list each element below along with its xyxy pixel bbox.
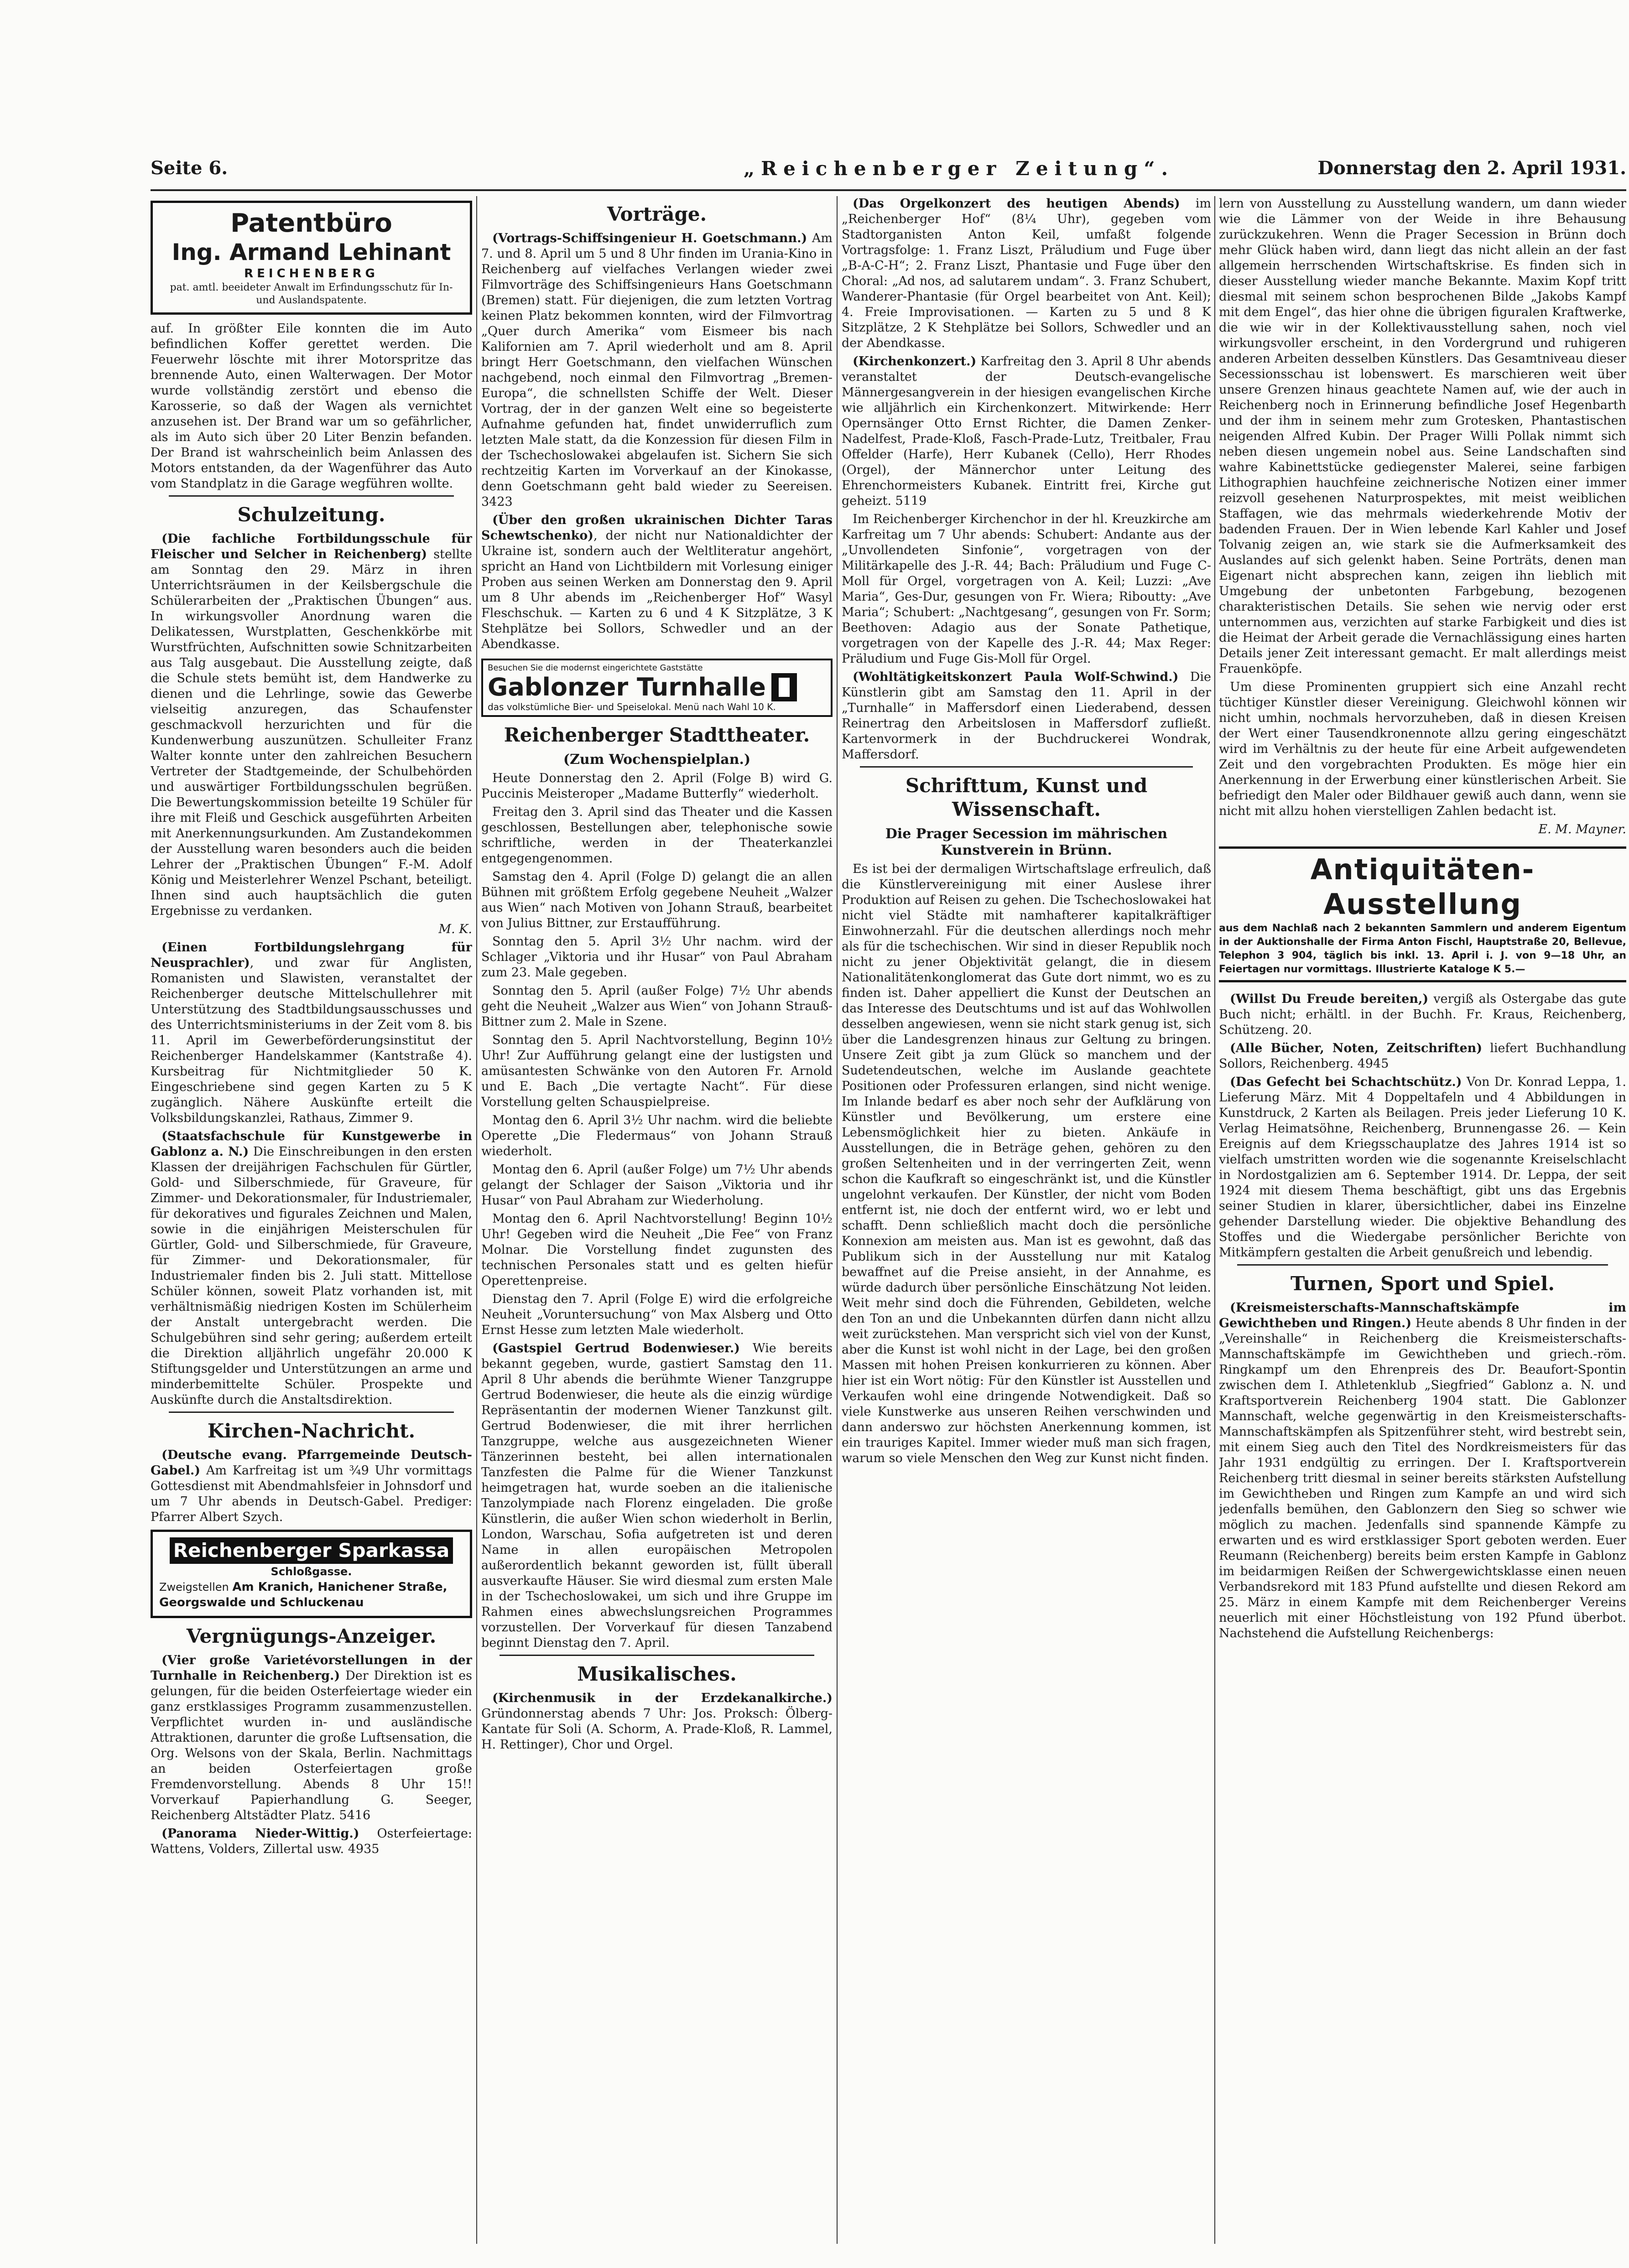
patent-office-ad xyxy=(151,201,472,315)
article-paragraph: lern von Ausstellung zu Ausstellung wandern, um dann wieder wie die Lämmer von der Weide in ihre Behausung zurückzukehren. Wenn die Prager Secession in Brünn doch mehr Glück haben wird, dann liegt das nicht allein an der fast allgemein herrschenden Wirtschaftskrise. Es finden sich in dieser Ausstellung wieder manche Bekannte. Maxim Kopf tritt diesmal mit seinem schon besprochenen Bilde „Jakobs Kampf mit dem Engel“, das hier ohne die übrigen figuralen Kraftwerke, die wie wir in der Kollektivausstellung sahen, noch viel wirkungsvoller erscheint, in den Vordergrund und ruhigeren anderen Arbeiten desselben Künstlers. Das Gesamtniveau dieser Secessionsschau ist lobenswert. Es marschieren weit über unsere Grenzen hinaus geachtete Namen auf, wie der auch in Reichenberg noch in Erinnerung befindliche Josef Hegenbarth und der ihm in seinem mehr zum Grotesken, Phantastischen neigenden Alfred Kubin. Der Prager Willi Pollak nimmt sich neben diesen ungemein nobel aus. Seine Landschaften sind wahre Kabinettstücke gediegenster Malerei, seine farbigen Lithographien hauchfeine zeichnerische Notizen einer immer reizvoll gesehenen Naturprospektes, mit meist weiblichen Staffagen, wie das mehrmals wiederkehrende Motiv der badenden Frauen. Der in Wien lebende Karl Kahler und Josef Tolvanig zeigen an, wie stark sie die Aufmerksamkeit des Auslandes auf sich gelenkt haben. Seine Porträts, denen man Eigenart nicht absprechen kann, zeigen ihn lieblich mit Umgebung der unbetonten Farbgebung, bezogenen charakteristischen Details. Sie sehen wie nervig oder erst unternommen aus, verzichten auf starke Farbigkeit und dies ist die Heimat der Arbeit gerade die Vernachlässigung eines harten Details jener Zeit interessant gemacht. Er malt allerdings meist Frauenköpfe. xyxy=(1219,197,1626,676)
article-paragraph xyxy=(1219,1041,1626,1072)
article-text: Von Dr. Konrad Leppa, 1. Lieferung März. Mit 4 Doppeltafeln und 4 Abbildungen in Kunstdruck, 2 Karten als Beilagen. Preis jeder Lieferung 10 K. Verlag Heimatsöhne, Reichenberg, Brunnengasse 26. — Kein Ereignis auf dem Kriegsschauplatze des Jahres 1914 ist so vielfach umstritten worden wie die sogenannte Kreiselschlacht in Nordostgalizien am 6. September 1914. Dr. Leppa, der seit 1924 mit diesem Thema beschäftigt, gibt uns das Ergebnis seiner Studien in klarer, übersichtlicher, dabei ins Einzelne gehender Darstellung wieder. Die objektive Behandlung des Stoffes und die Wiedergabe persönlicher Berichte von Mitkämpfern gestalten die Arbeit genußreich und lebendig. xyxy=(1219,1075,1626,1260)
article-text: liefert Buchhandlung Sollors, Reichenberg. xyxy=(1219,1041,1626,1071)
ad-text: aus dem Nachlaß nach 2 bekannten Sammlern und anderem Eigentum in der Auktionshalle der Firma Anton Fischl, Hauptstraße 20, Bellevue, Telephon 3 904, täglich bis inkl. 13. April i. J. von 9—18 Uhr, an Feiertagen nur vormittags. Illustrierte Kataloge K 5.— xyxy=(1219,923,1626,975)
article-lead: (Kirchenkonzert.) xyxy=(853,354,977,368)
article-paragraph xyxy=(1219,991,1626,1038)
article-paragraph xyxy=(151,1653,472,1823)
article-text: stellte am Sonntag den 29. März in ihren Unterrichtsräumen in der Keilsbergschule die Schülerarbeiten der „Praktischen Übungen“ aus. In wirkungsvoller Anordnung waren die Delikatessen, Wurstplatten, Geschenkkörbe mit Wurstfrüchten, Aufschnitten sowie Schnitzarbeiten aus Talg ausgebaut. Die Ausstellung zeigte, daß die Schule stets bemüht ist, dem Handwerke zu dienen und die Lehrlinge, sowie das Gewerbe vielseitig anzuregen, das Schaufenster geschmackvoll herzurichten und für die Kundenwerbung auszunützen. Schulleiter Franz Walter konnte unter den zahlreichen Besuchern Vertreter der Stadtgemeinde, der Schulbehörden und auswärtiger Fortbildungsschulen begrüßen. Die Bewertungskommission beteilte 19 Schüler für ihre mit Fleiß und Geschick ausgeführten Arbeiten mit Anerkennungsurkunden. Am Zustandekommen der Ausstellung waren besonders auch die beiden Lehrer der „Praktischen Übungen“ F.-M. Adolf König und Meisterlehrer Wenzel Pschant, beteiligt. Ihnen sind auch hauptsächlich die guten Ergebnisse zu verdanken. xyxy=(151,547,472,918)
ad-branch: Georgswalde und Schluckenau xyxy=(159,1596,364,1609)
article-lead: (Kreismeisterschafts-Mannschaftskämpfe im Gewichtheben und Ringen.) xyxy=(1219,1301,1626,1330)
page-header xyxy=(151,157,1626,191)
column-4 xyxy=(1219,196,1626,2258)
ad-city: REICHENBERG xyxy=(244,267,379,280)
article-text: im „Reichenberger Hof“ (8¼ Uhr), gegeben vom Stadtorganisten Anton Keil, umfaßt folgende Vortragsfolge: 1. Franz Liszt, Präludium und Fuge über „B-A-C-H“; 2. Franz Liszt, Phantasie und Fuge über den Choral: „Ad nos, ad salutarem undam“. 3. Franz Schubert, Wanderer-Phantasie (für Orgel bearbeitet von Ant. Keil); 4. Freie Improvisationen. — Karten zu 5 und 8 K Sitzplätze, 2 K Stehplätze bei Sollors, Schwedler und an der Abendkasse. xyxy=(842,197,1211,350)
page-number: Seite 6. xyxy=(151,157,228,179)
ad-title-row xyxy=(488,673,826,701)
turnhalle-ad xyxy=(481,659,833,717)
article-paragraph: Dienstag den 7. April (Folge E) wird die erfolgreiche Neuheit „Voruntersuchung“ von Max Alsberg und Otto Ernst Hesse zum letzten Male wiederholt. xyxy=(481,1292,833,1337)
article-paragraph xyxy=(151,531,472,919)
issue-date: Donnerstag den 2. April 1931. xyxy=(1317,157,1626,179)
divider xyxy=(1237,1264,1608,1266)
article-text: Gründonnerstag abends 7 Uhr: Jos. Proksch: Ölberg-Kantate für Soli (A. Schorm, A. Prade-Kloß, R. Lammel, H. Rettinger), Chor und Orgel. xyxy=(481,1707,833,1752)
article-text: , der nicht nur Nationaldichter der Ukraine ist, sondern auch der Weltliteratur angehört, spricht an Hand von Lichtbildern mit Vorlesung einiger Proben aus seinen Werken am Donnerstag den 9. April um 8 Uhr abends im „Reichenberger Hof“ Wasyl Fleschschuk. — Karten zu 6 und 4 K Sitzplätze, 3 K Stehplätze bei Sollors, Schwedler und an der Abendkasse. xyxy=(481,529,833,651)
ad-branches xyxy=(159,1579,463,1610)
article-text: Am 7. und 8. April um 5 und 8 Uhr finden im Urania-Kino in Reichenberg auf vielfaches Verlangen wieder zwei Filmvorträge des Schiffsingenieurs Hans Goetschmann (Bremen) statt. Für diejenigen, die zum letzten Vortrag keinen Platz bekommen konnten, wird der Filmvortrag „Quer durch Amerika“ vom Eismeer bis nach Kalifornien am 7. April wiederholt und am 8. April bringt Herr Goetschmann, den vielfachen Wünschen nachgebend, noch einmal den Filmvortrag „Bremen-Europa“, die schnellsten Schiffe der Welt. Dieser Vortrag, der in der ganzen Welt eine so begeisterte Aufnahme gefunden hat, findet unwiderruflich zum letzten Male statt, da die Konzession für diesen Film in der Tschechoslowakei abgelaufen ist. Sichern Sie sich rechtzeitig Karten im Vorverkauf an der Kinokasse, denn Goetschmann geht bald wieder zu Seereisen. xyxy=(481,231,833,493)
article-paragraph: Sonntag den 5. April Nachtvorstellung, Beginn 10½ Uhr! Zur Aufführung gelangt eine der lustigsten und amüsantesten Schwänke von den Autoren Fr. Arnold und E. Bach „Die vertagte Nacht“. Für diese Vorstellung gelten Schauspielpreise. xyxy=(481,1033,833,1109)
column-1 xyxy=(151,196,472,2258)
ad-number: 3423 xyxy=(481,495,513,509)
column-rule xyxy=(476,196,477,2244)
article-paragraph xyxy=(1219,1300,1626,1641)
section-subheading: Die Prager Secession im mährischen Kunstverein in Brünn. xyxy=(885,826,1168,858)
article-text: vergiß als Ostergabe das gute Buch nicht; erhältl. in der Buchh. Fr. Kraus, Reichenberg, Schützeng. 20. xyxy=(1219,992,1626,1037)
article-lead: (Staatsfachschule für Kunstgewerbe in Gablonz a. N.) xyxy=(151,1129,472,1159)
article-text: Heute abends 8 Uhr finden in der „Vereinshalle“ in Reichenberg die Kreismeisterschafts-Mannschaftskämpfe im Gewichtheben und griech.-röm. Ringkampf um den Ehrenpreis des Dr. Beaufort-Spontin zwischen dem I. Athletenklub „Siegfried“ Gablonz a. N. und Kraftsportverein Reichenberg 1904 statt. Die Gablonzer Mannschaft, welche gegenwärtig in den Kreismeisterschafts-Mannschaftskämpfen als Spitzenführer steht, wird bestrebt sein, mit einem Sieg auch den Titel des Nordkreismeisters für das Jahr 1931 endgültig zu erringen. Der I. Kraftsportverein Reichenberg tritt diesmal in seiner bereits stärksten Aufstellung im Gewichtheben und Ringen zum Kampfe an und wird sich jedenfalls bemühen, den Gablonzern den Sieg so schwer wie möglich zu machen. Jedenfalls sind spannende Kämpfe zu erwarten und es wird erstklassiger Sport geboten werden. Euer Reumann (Reichenberg) bereits beim ersten Kampfe in Gablonz im beidarmigen Reißen der Schwergewichtsklasse einen neuen Verbandsrekord mit 183 Pfund aufstellte und diesen Rekord am 25. März in einem Kampfe mit dem Reichenberger Vereins neuerlich mit einer Höchstleistung von 192 Pfund überbot. Nachstehend die Aufstellung Reichenbergs: xyxy=(1219,1316,1626,1640)
article-paragraph xyxy=(842,354,1211,509)
sparkassa-ad xyxy=(151,1530,472,1618)
article-paragraph xyxy=(151,1129,472,1408)
column-3 xyxy=(842,196,1211,2258)
article-paragraph: Montag den 6. April Nachtvorstellung! Beginn 10½ Uhr! Gegeben wird die Neuheit „Die Fee“ von Franz Molnar. Die Vorstellung findet zugunsten des technischen Personales statt und es gelten hiefür Operettenpreise. xyxy=(481,1212,833,1288)
article-paragraph xyxy=(151,1826,472,1857)
ad-number: 5416 xyxy=(339,1808,371,1822)
ad-number: 4945 xyxy=(1357,1057,1389,1071)
ad-headline: Gablonzer Turnhalle xyxy=(488,673,766,701)
article-paragraph xyxy=(842,196,1211,351)
section-heading-schulzeitung: Schulzeitung. xyxy=(237,503,385,526)
article-text: Wie bereits bekannt gegeben, wurde, gastiert Samstag den 11. April 8 Uhr abends die berühmte Wiener Tanzgruppe Gertrud Bodenwieser, die heute als die einzig würdige Repräsentantin der modernen Wiener Tanzkunst gilt. Gertrud Bodenwieser, die mit ihrer herrlichen Tanzgruppe, welche aus ausgezeichneten Wiener Tänzerinnen besteht, bei allen internationalen Tanzfesten die Palme für die Wiener Tanzkunst heimgetragen hat, wurde soeben an die italienische Tanzolympiade nach Florenz eingeladen. Die große Künstlerin, die außer Wien schon wiederholt in Berlin, London, Warschau, Sofia aufgetreten ist und deren Name in allen europäischen Metropolen außerordentlich bekannt geworden ist, füllt überall ausverkaufte Häuser. Sie wird diesmal zum ersten Male in der Tschechoslowakei, um sich und ihre Gruppe im Rahmen eines abwechslungsreichen Programmes vorzustellen. Der Vorverkauf für diesen Tanzabend beginnt Dienstag den 7. April. xyxy=(481,1341,833,1650)
ad-headline: Antiquitäten-Ausstellung xyxy=(1310,853,1535,921)
article-paragraph: Im Reichenberger Kirchenchor in der hl. Kreuzkirche am Karfreitag um 7 Uhr abends: Schubert: Andante aus der „Unvollendeten Sinfonie“, vorgetragen von der Militärkapelle des J.-R. 44; Bach: Präludium und Fuge C-Moll für Orgel, vorgetragen von A. Keil; Luzzi: „Ave Maria“, Ges-Dur, gesungen von Fr. Wiera; Riboutty: „Ave Maria“; Schubert: „Nachtgesang“, gesungen von Fr. Sorm; Beethoven: Adagio aus der Sonate Pathetique, vorgetragen von der Kapelle des J.-R. 44; Max Reger: Präludium und Fuge Gis-Moll für Orgel. xyxy=(842,512,1211,666)
section-heading-kunst: Schrifttum, Kunst und Wissenschaft. xyxy=(905,774,1148,820)
article-paragraph: Um diese Prominenten gruppiert sich eine Anzahl recht tüchtiger Künstler dieser Vereinigung. Gleichwohl können wir nicht umhin, nochmals hervorzuheben, daß in diesen Kreisen der Wert einer Tausendkronennote allzu gering eingeschätzt wird im Verhältnis zu der heute für eine Arbeit aufgewendeten Zeit und den vorgebrachten Produkten. Es möge hier ein Anerkennung in der Erwerbung einer künstlerischen Arbeit. Sie befriedigt den Maler oder Bildhauer gewiß auch dann, wenn sie nicht mit allzu hohen vierstelligen Zahlen bedacht ist. xyxy=(1219,680,1626,818)
divider xyxy=(860,766,1193,768)
column-2 xyxy=(481,196,833,2258)
article-text: auf. In größter Eile konnten die im Auto befindlichen Koffer gerettet werden. Die Feuerwehr löschte mit ihrer Motorspritze das brennende Auto, einen Walterwagen. Der Motor wurde vollständig zerstört und ebenso die Karosserie, so daß der Wagen als vernichtet anzusehen ist. Der Brand war um so gefährlicher, als im Auto sich über 20 Liter Benzin befanden. Der Brand ist wahrscheinlich beim Anlassen des Motors entstanden, da der Wagenführer das Auto vom Standplatz in die Garage wegführen wollte. xyxy=(151,322,472,491)
article-signature: M. K. xyxy=(438,922,472,936)
article-lead: (Einen Fortbildungslehrgang für Neusprachler) xyxy=(151,940,472,970)
article-lead: (Die fachliche Fortbildungsschule für Fleischer und Selcher in Reichenberg) xyxy=(151,532,472,561)
article-paragraph: Sonntag den 5. April 3½ Uhr nachm. wird der Schlager „Viktoria und ihr Husar“ von Paul Abraham zum 23. Male gegeben. xyxy=(481,934,833,980)
article-paragraph xyxy=(151,940,472,1126)
section-heading-musik: Musikalisches. xyxy=(577,1663,737,1685)
article-paragraph: Montag den 6. April 3½ Uhr nachm. wird die beliebte Operette „Die Fledermaus“ von Johann Strauß wiederholt. xyxy=(481,1113,833,1158)
article-lead: (Panorama Nieder-Wittig.) xyxy=(161,1827,359,1841)
ad-number: 4935 xyxy=(348,1842,380,1856)
ad-headline: Patentbüro xyxy=(230,208,392,238)
article-signature: E. M. Mayner. xyxy=(1538,822,1626,836)
article-paragraph xyxy=(481,1691,833,1753)
ad-subline: das volkstümliche Bier- und Speiselokal. Menü nach Wahl 10 K. xyxy=(488,701,776,712)
article-paragraph xyxy=(1219,1074,1626,1261)
divider xyxy=(500,1655,814,1656)
article-paragraph: Freitag den 3. April sind das Theater und die Kassen geschlossen, Bestellungen aber, telephonische sowie schriftliche, werden in der Theaterkanzlei entgegengenommen. xyxy=(481,805,833,866)
ad-name: Ing. Armand Lehinant xyxy=(172,239,451,265)
article-text: Der Direktion ist es gelungen, für die beiden Osterfeiertage wieder ein ganz erstklassiges Programm zusammenzustellen. Verpflichtet wurden in- und ausländische Attraktionen, darunter die große Luftsensation, die Org. Welsons von der Skala, Berlin. Nachmittags an beiden Osterfeiertagen große Fremdenvorstellung. Abends 8 Uhr 15!! Vorverkauf Papierhandlung G. Seeger, Reichenberg Altstädter Platz. xyxy=(151,1669,472,1822)
ad-number: 5119 xyxy=(895,494,927,508)
section-heading-vortraege: Vorträge. xyxy=(607,203,707,225)
article-lead: (Gastspiel Gertrud Bodenwieser.) xyxy=(492,1341,740,1355)
article-lead: (Deutsche evang. Pfarrgemeinde Deutsch-Gabel.) xyxy=(151,1448,472,1478)
article-paragraph: Es ist bei der dermaligen Wirtschaftslage erfreulich, daß die Künstlervereinigung mit einer Auslese ihrer Produktion auf Reisen zu gehen. Die Tschechoslowakei hat nicht viel Städte mit namhafterer kapitalkräftiger Einwohnerzahl. Für die deutschen allerdings noch mehr als für die tschechischen. Wir sind in dieser Republik noch nicht zu jener Objektivität gelangt, die in diesem Nationalitätenkonglomerat das Gute dort nimmt, wo es zu finden ist. Daher appelliert die Kunst der Deutschen an das Interesse des Deutschtums und ist auf das Wohlwollen desselben angewiesen, wenn sie nicht stark genug ist, sich über die Landesgrenzen hinaus zur Geltung zu bringen. Unsere Zeit gibt ja zum Glück so manchem und der Sudetendeutschen, welche im Auslande geachtete Positionen oder Professuren erlangen, sind nicht wenige. Im Inlande bedarf es aber noch sehr der Aufklärung von Künstler und Bevölkerung, um erstere eine Lebensmöglichkeit hier zu bieten. Ankäufe in Ausstellungen, die in Beträge gehen, gehören zu den großen Seltenheiten und in der verringerten Zeit, wenn schon die Kaufkraft so eingeschränkt ist, und die Künstler ungelohnt verkaufen. Der Künstler, der nicht vom Boden entfernt ist, nie doch der entfernt wird, wo er lebt und schafft. Denn schließlich macht doch die persönliche Konnexion am meisten aus. Man ist es gewohnt, daß das Publikum sich in der Ausstellung nur mit Katalog bewaffnet auf die Preise ansieht, in der Annahme, es würde dadurch über persönliche Einschätzung Not leiden. Weit mehr sind doch die Führenden, Gebildeten, welche den Ton an und die Unbekannten dürfen dann nicht allzu weit zurückstehen. Man verspricht sich viel von der Kunst, aber die Kunst ist wohl nicht in der Lage, bei den großen Massen mit hohen Preisen konkurrieren zu können. Aber hier ist ein Wort nötig: Für den Künstler ist Ausstellen und Verkaufen wohl eine dringende Notwendigkeit. Daß so viele Kunstwerke aus unseren Reihen verschwinden und dann anderswo zur höchsten Anerkennung kommen, ist ein trauriges Kapitel. Immer wieder muß man sich fragen, warum so viele Menschen den Weg zur Kunst nicht finden. xyxy=(842,862,1211,1465)
divider xyxy=(169,495,454,497)
article-lead: (Kirchenmusik in der Erzdekanalkirche.) xyxy=(492,1691,833,1705)
article-lead: (Das Orgelkonzert des heutigen Abends) xyxy=(853,197,1180,211)
article-lead: (Wohltätigkeitskonzert Paula Wolf-Schwind.) xyxy=(853,670,1179,684)
column-rule xyxy=(837,196,838,2244)
article-paragraph xyxy=(481,1341,833,1651)
section-heading-vergnuegung: Vergnügungs-Anzeiger. xyxy=(186,1625,437,1647)
section-subheading: (Zum Wochenspielplan.) xyxy=(563,752,751,768)
article-text: Osterfeiertage: Wattens, Volders, Zillertal usw. xyxy=(151,1827,472,1856)
section-heading-sport: Turnen, Sport und Spiel. xyxy=(1291,1272,1555,1295)
antiquities-ad xyxy=(1219,846,1626,982)
newspaper-title: „Reichenberger Zeitung“. xyxy=(744,157,1175,180)
section-heading-theater: Reichenberger Stadttheater. xyxy=(504,724,810,746)
article-text: , und zwar für Anglisten, Romanisten und Slawisten, veranstaltet der Reichenberger deutsche Mittelschullehrer mit Unterstützung des Stadtbildungsausschusses und des Unterrichtsministeriums in der Zeit vom 8. bis 11. April im Gewerbeförderungsinstitut der Reichenberger Handelskammer (Kantstraße 4). Kursbeitrag für Nichtmitglieder 50 K. Eingeschriebene sind gegen Karten zu 5 K zugänglich. Nähere Auskünfte erteilt die Volksbildungskanzlei, Rathaus, Zimmer 9. xyxy=(151,956,472,1125)
ad-branch: Am Kranich, Hanichener Straße, xyxy=(232,1580,448,1594)
article-lead: (Vier große Varietévorstellungen in der Turnhalle in Reichenberg.) xyxy=(151,1653,472,1683)
ad-street: Schloßgasse. xyxy=(271,1565,352,1578)
article-lead: (Vortrags-Schiffsingenieur H. Goetschmann.) xyxy=(492,231,807,245)
section-heading-kirche: Kirchen-Nachricht. xyxy=(207,1420,416,1442)
article-paragraph xyxy=(481,513,833,652)
article-paragraph xyxy=(842,670,1211,763)
article-text: Am Karfreitag ist um ¾9 Uhr vormittags Gottesdienst mit Abendmahlsfeier in Johnsdorf und um 7 Uhr abends in Deutsch-Gabel. Prediger: Pfarrer Albert Szych. xyxy=(151,1464,472,1524)
article-paragraph: Montag den 6. April (außer Folge) um 7½ Uhr abends gelangt der Schlager der Saison „Viktoria und ihr Husar“ von Paul Abraham zur Wiederholung. xyxy=(481,1163,833,1208)
article-lead: (Das Gefecht bei Schachtschütz.) xyxy=(1230,1075,1462,1089)
article-text: Karfreitag den 3. April 8 Uhr abends veranstaltet der Deutsch-evangelische Männergesangverein in der hiesigen evangelischen Kirche wie alljährlich ein Kirchenkonzert. Mitwirkende: Herr Opernsänger Otto Ernst Richter, die Damen Zenker-Nadelfest, Prade-Kloß, Fasch-Prade-Lutz, Treitbaler, Frau Offelder (Harfe), Herr Kubanek (Cello), Herr Rhodes (Orgel), der Männerchor unter Leitung des Ehrenchormeisters Kubanek. Eintritt frei, Kirche gut geheizt. xyxy=(842,354,1211,508)
divider xyxy=(169,1412,454,1413)
beer-mug-icon xyxy=(771,673,797,701)
article-paragraph: Sonntag den 5. April (außer Folge) 7½ Uhr abends geht die Neuheit „Walzer aus Wien“ von Johann Strauß-Bittner zum 2. Male in Szene. xyxy=(481,984,833,1029)
article-paragraph xyxy=(151,1448,472,1525)
article-paragraph: Samstag den 4. April (Folge D) gelangt die an allen Bühnen mit größtem Erfolg gegebene Neuheit „Walzer aus Wien“ nach Motiven von Johann Strauß, bearbeitet von Julius Bittner, zur Erstaufführung. xyxy=(481,870,833,930)
ad-headline: Reichenberger Sparkassa xyxy=(170,1537,453,1564)
article-text: Die Einschreibungen in den ersten Klassen der dreijährigen Fachschulen für Gürtler, Gold- und Silberschmiede, für Graveure, für Zimmer- und Dekorationsmaler, für Industriemaler, für dekoratives und figurales Zeichnen und Malen, sowie in die einjährigen Meisterschulen für Gürtler, Gold- und Silberschmiede, für Graveure, für Zimmer- und Dekorationsmaler, für Industriemaler finden bis 2. Juli statt. Mittellose Schüler können, soweit Platz vorhanden ist, mit verhältnismäßig niedrigen Kosten im Schülerheim der Anstalt untergebracht werden. Die Schulgebühren sind sehr gering; außerdem erteilt die Direktion alljährlich ungefähr 20.000 K Stiftungsgelder und Unterstützungen an arme und minderbemittelte Schüler. Prospekte und Auskünfte durch die Anstaltsdirektion. xyxy=(151,1145,472,1407)
article-paragraph: Heute Donnerstag den 2. April (Folge B) wird G. Puccinis Meisteroper „Madame Butterfly“ wiederholt. xyxy=(481,771,833,801)
column-rule xyxy=(1214,196,1215,2244)
ad-description: pat. amtl. beeideter Anwalt im Erfindungsschutz für In- und Auslandspatente. xyxy=(170,282,453,306)
article-text: Die Künstlerin gibt am Samstag den 11. April in der „Turnhalle“ in Maffersdorf einen Liederabend, dessen Reinertrag den Arbeitslosen in Maffersdorf zufließt. Kartenvormerk in der Buchdruckerei Wondrak, Maffersdorf. xyxy=(842,670,1211,762)
article-lead: (Über den großen ukrainischen Dichter Taras Schewtschenko) xyxy=(481,513,833,543)
article-lead: (Alle Bücher, Noten, Zeitschriften) xyxy=(1230,1041,1483,1055)
article-paragraph xyxy=(481,231,833,510)
ad-tagline: Besuchen Sie die modernst eingerichtete Gaststätte xyxy=(488,663,703,673)
ad-branches-label: Zweigstellen xyxy=(159,1581,229,1593)
article-lead: (Willst Du Freude bereiten,) xyxy=(1230,992,1429,1006)
